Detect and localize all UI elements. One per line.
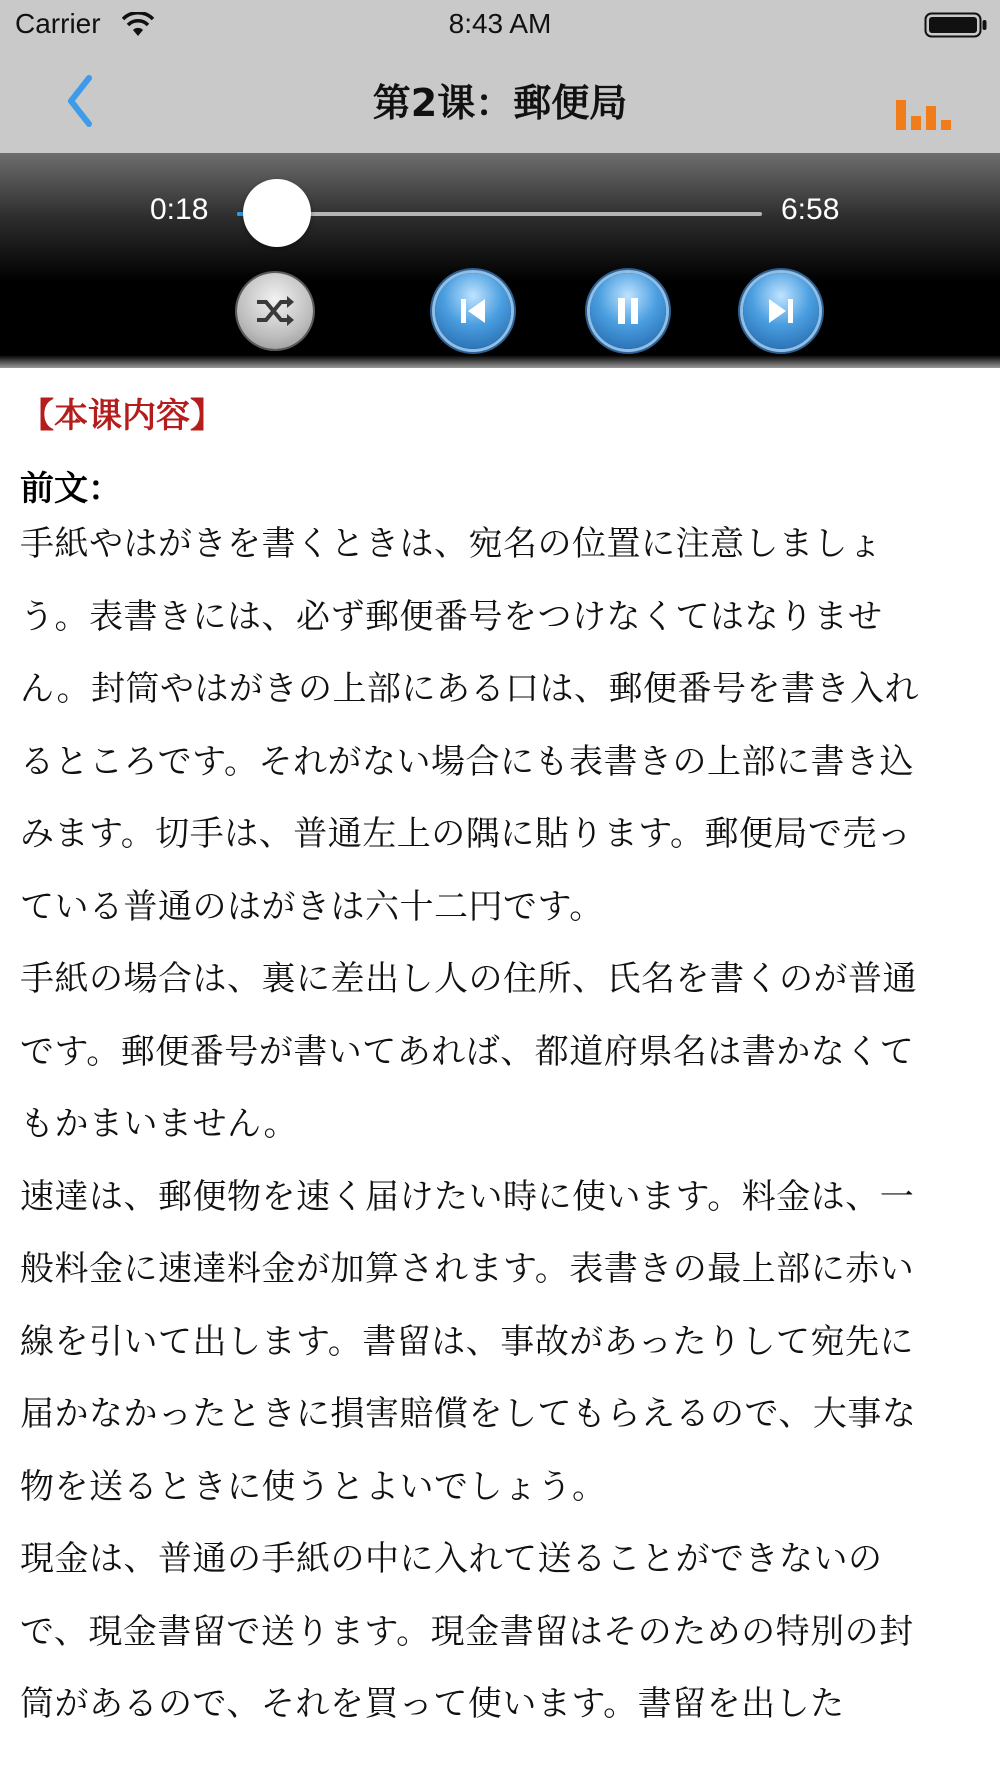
shuffle-button[interactable] (237, 273, 313, 349)
skip-next-icon (743, 273, 819, 349)
preface-label: 前文： (20, 469, 122, 509)
skip-previous-icon (435, 273, 511, 349)
lesson-text (20, 508, 940, 1741)
paragraph: 現金は、普通の手紙の中に入れて送ることができないので、現金書留で送ります。現金書留はそのための特別の封筒があるので、それを買って使います。書留を出した (20, 1539, 914, 1724)
page-title: 第2课：郵便局 (372, 81, 628, 125)
elapsed-time: 0:18 (150, 193, 209, 226)
status-bar (0, 0, 1000, 50)
paragraph: 速達は、郵便物を速く届けたい時に使います。料金は、一般料金に速達料金が加算されます。表書きの最上部に赤い線を引いて出します。書留は、事故があったりして宛先に届かなかったときに損害賠償をしてもらえるので、大事な物を送るときに使うとよいでしょう。 (20, 1176, 917, 1507)
progress-thumb[interactable] (243, 179, 311, 247)
navigation-bar (0, 50, 1000, 153)
lesson-content[interactable] (0, 368, 1000, 1778)
battery-icon (924, 12, 988, 38)
shuffle-icon (237, 273, 313, 349)
paragraph: 手紙やはがきを書くときは、宛名の位置に注意しましょう。表書きには、必ず郵便番号をつけなくてはなりません。封筒やはがきの上部にある口は、郵便番号を書き入れるところです。それがない場合にも表書きの上部に書き込みます。切手は、普通左上の隅に貼ります。郵便局で売っている普通のはがきは六十二円です。 (20, 524, 920, 927)
pause-button[interactable] (590, 273, 666, 349)
section-header: 【本课内容】 (20, 396, 224, 436)
back-button[interactable] (55, 68, 115, 134)
status-time: 8:43 AM (448, 8, 552, 39)
next-button[interactable] (743, 273, 819, 349)
progress-slider[interactable] (237, 212, 762, 216)
carrier-label: Carrier (15, 8, 101, 39)
paragraph: 手紙の場合は、裏に差出し人の住所、氏名を書くのが普通です。郵便番号が書いてあれば、都道府県名は書かなくてもかまいません。 (20, 959, 917, 1144)
chevron-left-icon (55, 68, 115, 134)
top-bar (0, 0, 1000, 153)
previous-button[interactable] (435, 273, 511, 349)
total-time: 6:58 (781, 193, 840, 226)
audio-player (0, 153, 1000, 368)
pause-icon (590, 273, 666, 349)
equalizer-bars-icon[interactable] (896, 94, 952, 130)
